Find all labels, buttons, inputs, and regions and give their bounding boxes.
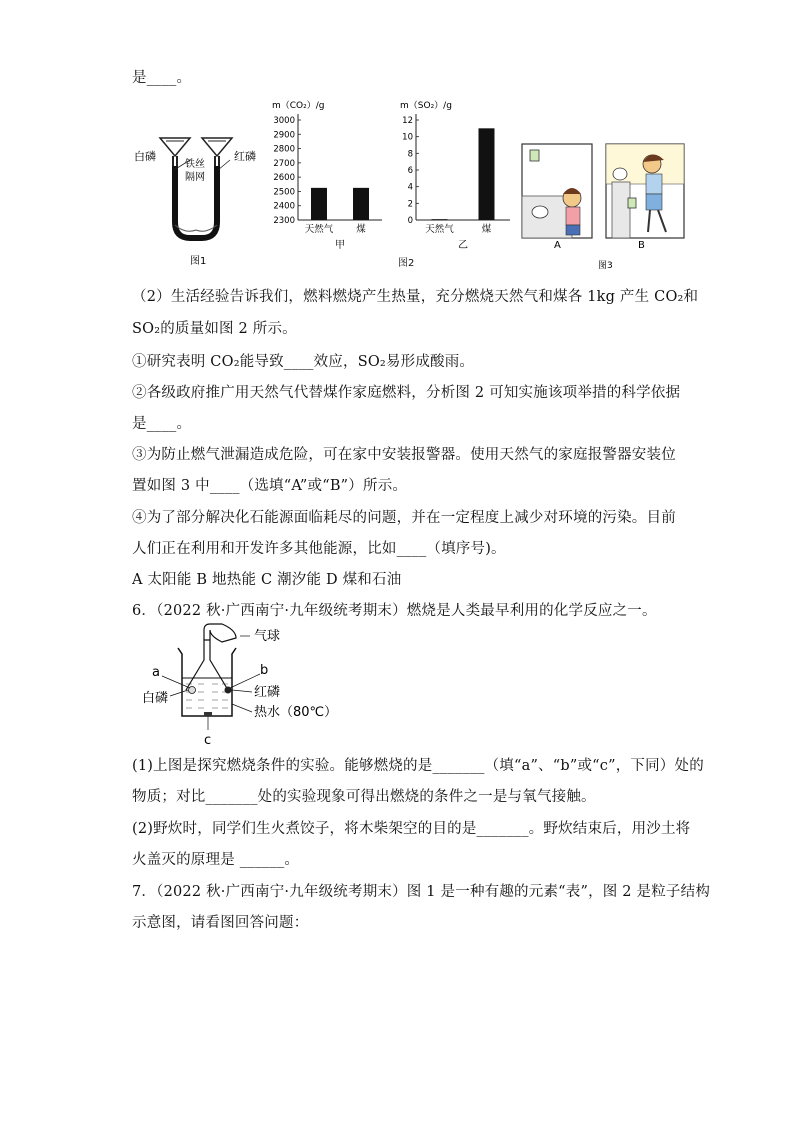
bar <box>432 219 448 220</box>
figure-1-apparatus <box>130 130 260 270</box>
bar <box>353 188 369 220</box>
question-2-item3: ③为防止燃气泄漏造成危险，可在家中安装报警器。使用天然气的家庭报警器安装位 <box>132 447 676 463</box>
question-6-part2: (2)野炊时，同学们生火煮饺子，将木柴架空的目的是_______。野炊结束后，用沙土将 <box>132 821 691 837</box>
question-2-item2: ②各级政府推广用天然气代替煤作家庭燃料，分析图 2 可知实施该项举措的科学依据 <box>132 385 681 401</box>
question-7-title: 7．（2022 秋·广西南宁·九年级统考期末）图 1 是一种有趣的元素“表”，图 2 是粒子结构 <box>132 884 711 900</box>
x-tick-label: 天然气 <box>425 224 454 235</box>
y-tick-label: 0 <box>407 216 413 226</box>
figure-3-illustration <box>520 142 690 272</box>
white-phosphorus-label: 白磷 <box>134 150 156 163</box>
y-tick-label: 2500 <box>273 187 295 198</box>
figure-3-caption: 图3 <box>598 261 613 271</box>
x-tick-label: 天然气 <box>304 224 334 235</box>
bar <box>311 188 327 220</box>
y-tick-label: 2 <box>407 199 413 210</box>
alarm-high-icon <box>530 150 539 161</box>
question-2-item2b: 是____。 <box>132 416 192 432</box>
x-tick-label: 煤 <box>481 224 492 235</box>
question-2-item4b: 人们正在利用和开发许多其他能源，比如____（填序号)。 <box>132 541 506 557</box>
answer-options: A 太阳能 B 地热能 C 潮汐能 D 煤和石油 <box>132 572 402 588</box>
question-6-part1: (1)上图是探究燃烧条件的实验。能够燃烧的是_______（填“a”、“b”或“c”，下同）处的 <box>132 758 704 774</box>
x-tick-label: 煤 <box>356 224 366 235</box>
label-c: c <box>204 733 212 748</box>
y-tick-label: 2600 <box>273 173 295 184</box>
red-phosphorus-label: 红磷 <box>254 685 281 700</box>
question-6-title: 6．（2022 秋·广西南宁·九年级统考期末）燃烧是人类最早利用的化学反应之一。 <box>132 603 657 619</box>
y-axis-label: m（CO₂）/g <box>272 101 325 111</box>
white-phosphorus-label: 白磷 <box>142 691 169 706</box>
alarm-low-icon <box>628 198 636 208</box>
balloon-label: 气球 <box>254 629 281 644</box>
mesh-label: 隔网 <box>185 172 205 183</box>
text-line: 是____。 <box>132 70 192 86</box>
y-tick-label: 2400 <box>273 201 295 212</box>
y-tick-label: 3000 <box>273 116 295 126</box>
x-axis-label: 甲 <box>335 240 345 251</box>
question-2-item3b: 置如图 3 中____（选填“A”或“B”）所示。 <box>132 478 408 494</box>
y-tick-label: 4 <box>407 182 413 193</box>
y-tick-label: 10 <box>402 132 413 143</box>
y-tick-label: 2900 <box>273 130 295 141</box>
panel-b-label: B <box>638 240 645 251</box>
question-2-item1: ①研究表明 CO₂能导致____效应，SO₂易形成酸雨。 <box>132 354 475 370</box>
y-tick-label: 2700 <box>273 158 295 169</box>
label-a: a <box>152 665 160 680</box>
y-tick-label: 8 <box>407 149 413 160</box>
y-tick-label: 2300 <box>273 216 295 226</box>
x-axis-label: 乙 <box>458 240 468 251</box>
question-6-part1b: 物质；对比_______处的实验现象可得出燃烧的条件之一是与氧气接触。 <box>132 789 596 805</box>
question-2-line2: SO₂的质量如图 2 所示。 <box>132 321 297 337</box>
red-phosphorus-label: 红磷 <box>234 150 256 163</box>
y-axis-label: m（SO₂）/g <box>400 101 452 111</box>
question-2-line1: （2）生活经验告诉我们，燃料燃烧产生热量，充分燃烧天然气和煤各 1kg 产生 CO₂和 <box>132 289 699 305</box>
chart-co2 <box>268 96 388 256</box>
question-6-part2b: 火盖灭的原理是 ______。 <box>132 852 300 868</box>
question-2-item4: ④为了部分解决化石能源面临耗尽的问题，并在一定程度上减少对环境的污染。目前 <box>132 510 676 526</box>
beaker-figure <box>140 620 340 750</box>
label-b: b <box>260 663 269 678</box>
bar <box>479 128 495 220</box>
panel-a-label: A <box>554 240 561 251</box>
question-7-title-b: 示意图，请看图回答问题： <box>132 915 309 931</box>
chart-so2 <box>396 96 516 256</box>
y-tick-label: 2800 <box>273 144 295 155</box>
figure-1-caption: 图1 <box>190 256 207 267</box>
y-tick-label: 6 <box>407 166 413 176</box>
figure-2-caption: 图2 <box>398 258 415 269</box>
y-tick-label: 12 <box>402 116 413 126</box>
wire-label: 铁丝 <box>185 159 205 170</box>
hot-water-label: 热水（80℃） <box>254 705 338 720</box>
